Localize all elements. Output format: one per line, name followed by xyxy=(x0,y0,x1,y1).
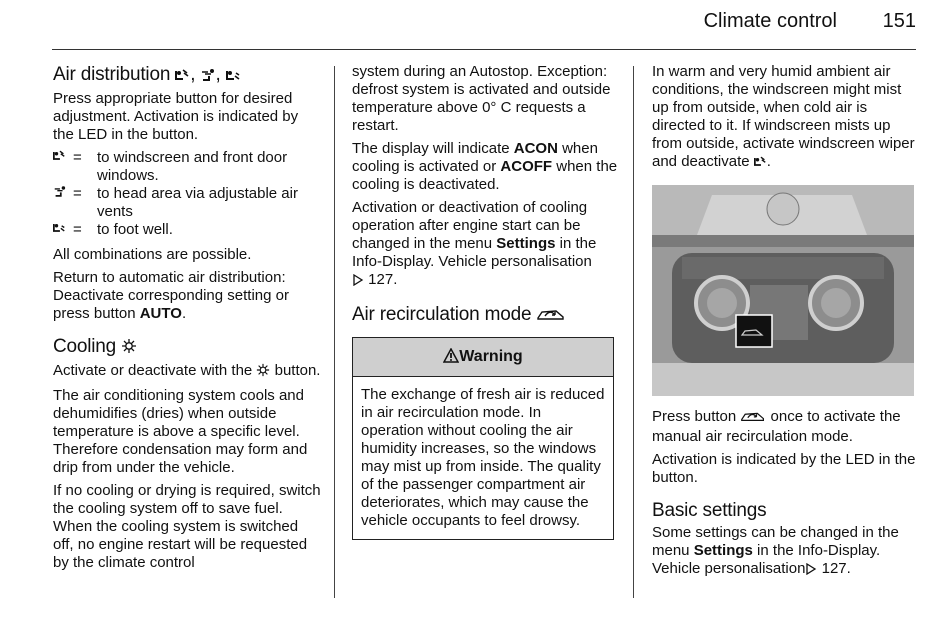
snowflake-icon xyxy=(256,363,270,382)
cooling-activate-text xyxy=(53,362,321,382)
windscreen-airflow-icon xyxy=(175,65,190,89)
text-run: Some settings can be changed in the menu xyxy=(652,524,899,559)
list-item xyxy=(53,149,321,185)
heading-text: Air distribution xyxy=(53,64,171,85)
autostop-text: system during an Autostop. Exception: defrost system is activated and outside temperature above 0° C requests a restart. xyxy=(352,63,611,134)
list-item xyxy=(53,221,321,239)
windscreen-airflow-icon xyxy=(754,155,767,173)
text-run: when the cooling is deactivated. xyxy=(352,158,618,193)
climate-control-panel-photo xyxy=(652,185,914,396)
settings-text xyxy=(352,199,620,291)
heading-text: Air recirculation mode xyxy=(352,304,532,325)
recirculation-icon xyxy=(536,305,566,329)
settings-label: Settings xyxy=(496,235,556,252)
text-run: once to activate the manual air recirculation mode. xyxy=(652,408,901,445)
display-indicator-text xyxy=(352,140,620,194)
air-distribution-list xyxy=(53,149,321,239)
text-run: Activate or deactivate with the xyxy=(53,362,257,379)
acoff-label: ACOFF xyxy=(500,158,553,175)
warning-text: The exchange of fresh air is reduced in air recirculation mode. In operation without cooling the air humidity increases, so the windows may mist up from inside. The quality of the passenger compartment air deteriorates, which may cause the vehicle occupants to feel drowsy. xyxy=(361,386,605,529)
cooling-description: The air conditioning system cools and dehumidifies (dries) when outside temperature is above a specific level. Therefore condensation may form and drip from under the vehicle. xyxy=(53,387,308,476)
reference-arrow-icon xyxy=(805,562,817,580)
air-distribution-intro: Press appropriate button for desired adjustment. Activation is indicated by the LED in the button. xyxy=(53,90,299,143)
warning-triangle-icon xyxy=(443,340,459,378)
list-item xyxy=(53,185,321,221)
recirculation-icon xyxy=(740,409,766,428)
auto-button-label: AUTO xyxy=(139,305,182,322)
warning-header xyxy=(353,338,613,377)
page-number: 151 xyxy=(882,10,916,32)
acon-label: ACON xyxy=(513,140,558,157)
text-run: The display will indicate xyxy=(352,140,514,157)
text-run: Activation or deactivation of cooling operation after engine start can be changed in the menu xyxy=(352,199,588,252)
header-divider xyxy=(52,49,916,50)
text-run: when cooling is activated or xyxy=(352,140,598,175)
text-run: In warm and very humid ambient air conditions, the windscreen might mist up from outside, when cold air is directed to it. If windscreen mists up from outside, activate windscreen wiper and deactivate xyxy=(652,63,915,170)
column-divider xyxy=(334,66,335,598)
led-indicator-text: Activation is indicated by the LED in the button. xyxy=(652,451,916,486)
recirculation-press-text xyxy=(652,408,920,446)
icon-separator: , xyxy=(190,64,196,85)
basic-settings-text xyxy=(652,524,920,580)
warning-title: Warning xyxy=(459,348,523,365)
foot-airflow-icon xyxy=(226,65,241,89)
page-reference[interactable]: 127. xyxy=(368,271,398,288)
section-title: Climate control xyxy=(703,10,837,32)
equals-sign: = xyxy=(73,149,82,166)
page-reference[interactable]: 127. xyxy=(821,560,851,577)
column-right xyxy=(652,63,920,585)
text-run: in the Info-Display. Vehicle personalisation xyxy=(352,235,597,270)
return-auto-text xyxy=(53,269,321,323)
equals-sign: = xyxy=(73,221,82,238)
icon-separator: , xyxy=(215,64,221,85)
basic-settings-heading: Basic settings xyxy=(652,500,767,521)
cooling-switch-off-text: If no cooling or drying is required, switch the cooling system off to save fuel. When the cooling system is switched off, no engine restart will be requested by the climate control xyxy=(53,482,321,571)
text-run: . xyxy=(766,153,771,170)
text-run: in the Info-Display. Vehicle personalisation xyxy=(652,542,881,577)
equals-sign: = xyxy=(73,185,82,202)
settings-label: Settings xyxy=(693,542,753,559)
warning-box xyxy=(352,337,614,540)
foot-airflow-icon xyxy=(53,221,73,239)
list-item-text: to foot well. xyxy=(97,221,173,238)
column-middle xyxy=(352,63,620,540)
text-run: . xyxy=(181,305,187,322)
heading-text: Cooling xyxy=(53,336,117,357)
text-run: Press button xyxy=(652,408,741,425)
text-run: button. xyxy=(270,362,321,379)
head-airflow-icon xyxy=(53,185,73,203)
air-recirculation-heading xyxy=(352,303,620,329)
head-airflow-icon xyxy=(200,65,215,89)
column-left xyxy=(53,63,321,577)
all-combinations-text: All combinations are possible. xyxy=(53,246,252,263)
air-distribution-heading xyxy=(53,63,321,89)
text-run: Return to automatic air distribution: Deactivate corresponding setting or press button xyxy=(53,269,289,322)
list-item-text: to head area via adjustable air vents xyxy=(97,185,298,220)
reference-arrow-icon xyxy=(352,273,364,291)
misting-text xyxy=(652,63,920,173)
windscreen-airflow-icon xyxy=(53,149,73,167)
list-item-text: to windscreen and front door windows. xyxy=(97,149,288,184)
snowflake-icon xyxy=(121,337,137,361)
column-divider xyxy=(633,66,634,598)
cooling-heading xyxy=(53,335,321,361)
